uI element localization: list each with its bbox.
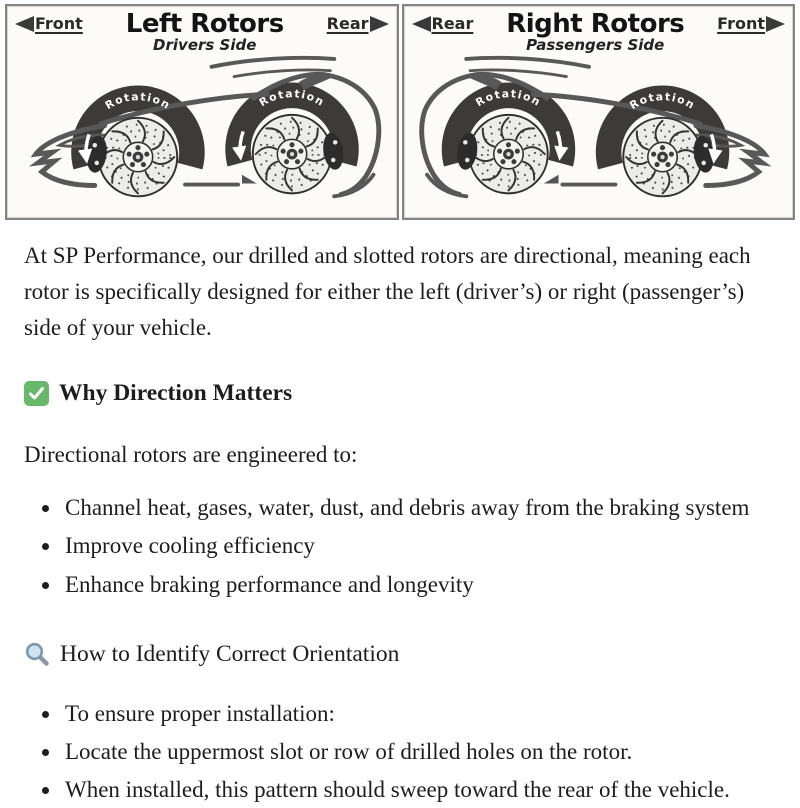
front-direction-label — [717, 14, 785, 33]
left-panel-subtitle: Drivers Side — [153, 36, 257, 55]
right-arrow-icon — [370, 16, 389, 32]
rear-direction-label — [327, 14, 389, 33]
rear-direction-label — [412, 14, 474, 33]
list-item: • Channel heat, gases, water, dust, and debris away from the braking system — [62, 490, 776, 526]
front-direction-label — [15, 14, 83, 33]
left-car-illustration — [7, 55, 397, 212]
intro-paragraph: At SP Performance, our drilled and slotted rotors are directional, meaning each rotor is specifically designed for either the left (driver’s) or right (passenger’s) side of your vehicle. — [24, 243, 751, 341]
list-item: • To ensure proper installation: — [62, 696, 776, 732]
check-mark-icon — [24, 381, 49, 406]
right-rotors-panel — [402, 4, 796, 220]
why-direction-matters-heading — [24, 375, 776, 412]
rotation-label: Rotation — [102, 90, 174, 113]
direction-label: Front — [717, 14, 765, 33]
left-panel-title: Left Rotors — [125, 9, 284, 39]
installation-list — [24, 696, 776, 808]
list-item: • Enhance braking performance and longevity — [62, 567, 776, 603]
article-body — [0, 220, 800, 808]
section1-lead: Directional rotors are engineered to: — [24, 442, 358, 468]
rotation-label: Rotation — [256, 87, 328, 110]
rotor-direction-diagram — [5, 4, 795, 220]
rotation-label: Rotation — [472, 87, 544, 110]
direction-label: Front — [35, 14, 83, 33]
list-item: • When installed, this pattern should sweep toward the rear of the vehicle. — [62, 772, 776, 808]
heading-text: Why Direction Matters — [59, 380, 293, 407]
right-panel-title: Right Rotors — [506, 9, 685, 39]
left-arrow-icon — [412, 16, 431, 32]
right-panel-subtitle: Passengers Side — [526, 36, 665, 55]
left-arrow-icon — [15, 16, 34, 32]
heading-text: How to Identify Correct Orientation — [60, 640, 400, 667]
right-panel-header — [404, 6, 794, 54]
how-to-identify-heading — [24, 636, 776, 673]
list-item: • Improve cooling efficiency — [62, 528, 776, 564]
right-arrow-icon — [766, 16, 785, 32]
magnifying-glass-icon — [24, 641, 50, 667]
direction-label: Rear — [431, 14, 474, 33]
direction-label: Rear — [326, 14, 369, 33]
rotation-label: Rotation — [626, 90, 698, 113]
list-item: • Locate the uppermost slot or row of drilled holes on the rotor. — [62, 734, 776, 770]
benefits-list — [24, 490, 776, 602]
left-panel-header — [7, 6, 397, 54]
right-car-illustration — [404, 55, 794, 212]
left-rotors-panel — [5, 4, 399, 220]
